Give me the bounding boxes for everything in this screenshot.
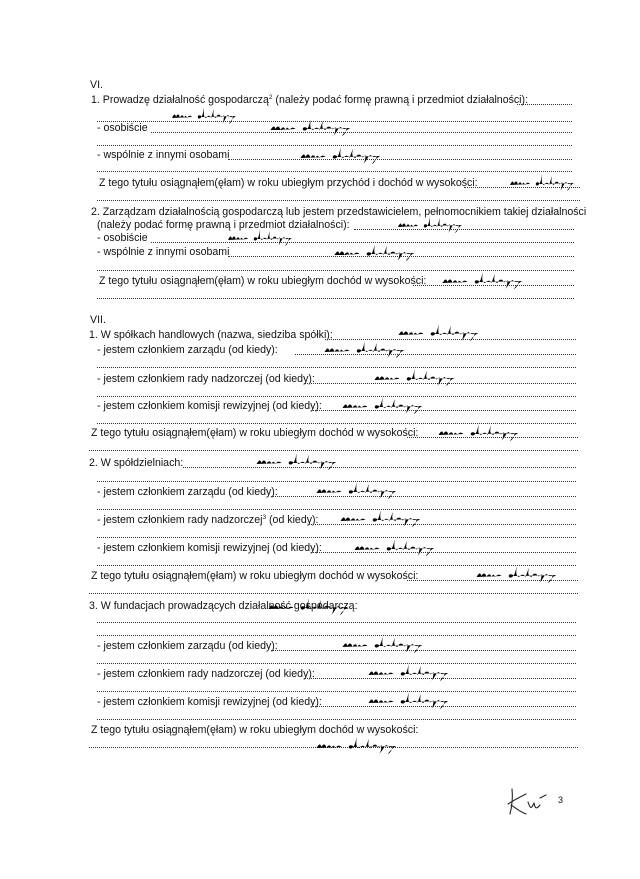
answer-line	[97, 635, 576, 636]
answer-line	[97, 200, 580, 201]
handwriting-nie-dotyczy	[298, 143, 398, 165]
answer-line	[228, 159, 572, 160]
vii-q3-income-label: Z tego tytułu osiągnąłem(ęłam) w roku ubiegłym dochód w wysokości:	[91, 724, 419, 736]
handwriting-nie-dotyczy	[314, 478, 414, 500]
vii-q3-rada-label: - jestem członkiem rady nadzorczej (od kiedy):	[97, 668, 315, 680]
vi-q2-wspolnie-label: - wspólnie z innymi osobami	[97, 246, 230, 258]
vii-q2-zarzad-label: - jestem członkiem zarządu (od kiedy):	[97, 486, 278, 498]
vii-q1-komisja-label: - jestem członkiem komisji rewizyjnej (od kiedy):	[97, 400, 322, 412]
vi-q2-income-label: Z tego tytułu osiągnąłem(ęłam) w roku ubiegłym dochód w wysokości:	[99, 275, 427, 287]
vi-q1-question: 1. Prowadzę działalność gospodarczą$^2$ (należy podać formę prawną i przedmiot działalności):	[91, 94, 529, 106]
handwriting-nie-dotyczy	[268, 115, 368, 137]
answer-line	[97, 622, 576, 623]
handwriting-nie-dotyczy	[440, 268, 540, 290]
handwriting-nie-dotyczy	[322, 337, 422, 359]
vii-q1-zarzad-label: - jestem członkiem zarządu (od kiedy):	[97, 344, 278, 356]
vi-q2-question-line2: (należy podać formę prawną i przedmiot działalności):	[97, 219, 350, 231]
vii-q3-zarzad-label: - jestem członkiem zarządu (od kiedy):	[97, 640, 278, 652]
vi-q1-income-label: Z tego tytułu osiągnąłem(ęłam) w roku ubiegłym przychód i dochód w wysokości:	[99, 177, 478, 189]
vi-q2-question-line1: 2. Zarządzam działalnością gospodarczą lub jestem przedstawicielem, pełnomocnikiem takiej działalności	[91, 206, 587, 218]
answer-line	[97, 691, 576, 692]
handwriting-nie-dotyczy	[436, 420, 536, 442]
handwriting-nie-dotyczy	[332, 240, 432, 262]
signature	[504, 786, 554, 818]
handwriting-nie-dotyczy	[266, 594, 366, 616]
vii-q1-income-label: Z tego tytułu osiągnąłem(ęłam) w roku ubiegłym dochód w wysokości:	[91, 427, 419, 439]
answer-line	[97, 509, 576, 510]
handwriting-nie-dotyczy	[226, 225, 306, 247]
handwriting-nie-dotyczy	[508, 170, 588, 192]
answer-line	[97, 537, 576, 538]
handwriting-nie-dotyczy	[366, 660, 466, 682]
handwriting-nie-dotyczy	[254, 449, 354, 471]
vii-q1-rada-label: - jestem członkiem rady nadzorczej (od kiedy):	[97, 373, 315, 385]
section-vi-heading: VI.	[90, 79, 103, 91]
handwriting-nie-dotyczy	[338, 506, 438, 528]
vi-q2-osobiscie-label: - osobiście	[97, 232, 148, 244]
answer-line	[97, 171, 572, 172]
section-vii-heading: VII.	[90, 314, 106, 326]
answer-line	[97, 719, 576, 720]
handwriting-nie-dotyczy	[314, 733, 414, 755]
answer-line	[183, 467, 576, 468]
handwriting-nie-dotyczy	[170, 103, 240, 125]
handwriting-nie-dotyczy	[340, 632, 440, 654]
handwriting-nie-dotyczy	[366, 688, 466, 710]
vii-q2-income-label: Z tego tytułu osiągnąłem(ęłam) w roku ubiegłym dochód w wysokości:	[91, 570, 419, 582]
dotted-line	[517, 104, 572, 105]
handwriting-nie-dotyczy	[474, 562, 574, 584]
vii-q2-rada-label: - jestem członkiem rady nadzorczej$^3$ (od kiedy):	[97, 514, 319, 526]
vi-q1-osobiscie-label: - osobiście	[97, 122, 148, 134]
answer-line	[97, 367, 576, 368]
handwriting-nie-dotyczy	[372, 365, 472, 387]
vii-q2-question: 2. W spółdzielniach:	[89, 457, 184, 469]
answer-line	[97, 396, 576, 397]
vii-q3-question: 3. W fundacjach prowadzących działalność gospodarczą:	[89, 600, 358, 612]
vii-q3-komisja-label: - jestem członkiem komisji rewizyjnej (od kiedy):	[97, 696, 322, 708]
answer-line	[97, 298, 574, 299]
handwriting-nie-dotyczy	[352, 535, 452, 557]
handwriting-nie-dotyczy	[396, 212, 476, 234]
handwriting-nie-dotyczy	[340, 393, 440, 415]
vii-q1-question: 1. W spółkach handlowych (nazwa, siedziba spółki):	[89, 329, 333, 341]
answer-line	[97, 663, 576, 664]
vi-q1-wspolnie-label: - wspólnie z innymi osobami	[97, 149, 230, 161]
vii-q2-komisja-label: - jestem członkiem komisji rewizyjnej (od kiedy):	[97, 542, 322, 554]
page-number: 3	[558, 795, 564, 805]
